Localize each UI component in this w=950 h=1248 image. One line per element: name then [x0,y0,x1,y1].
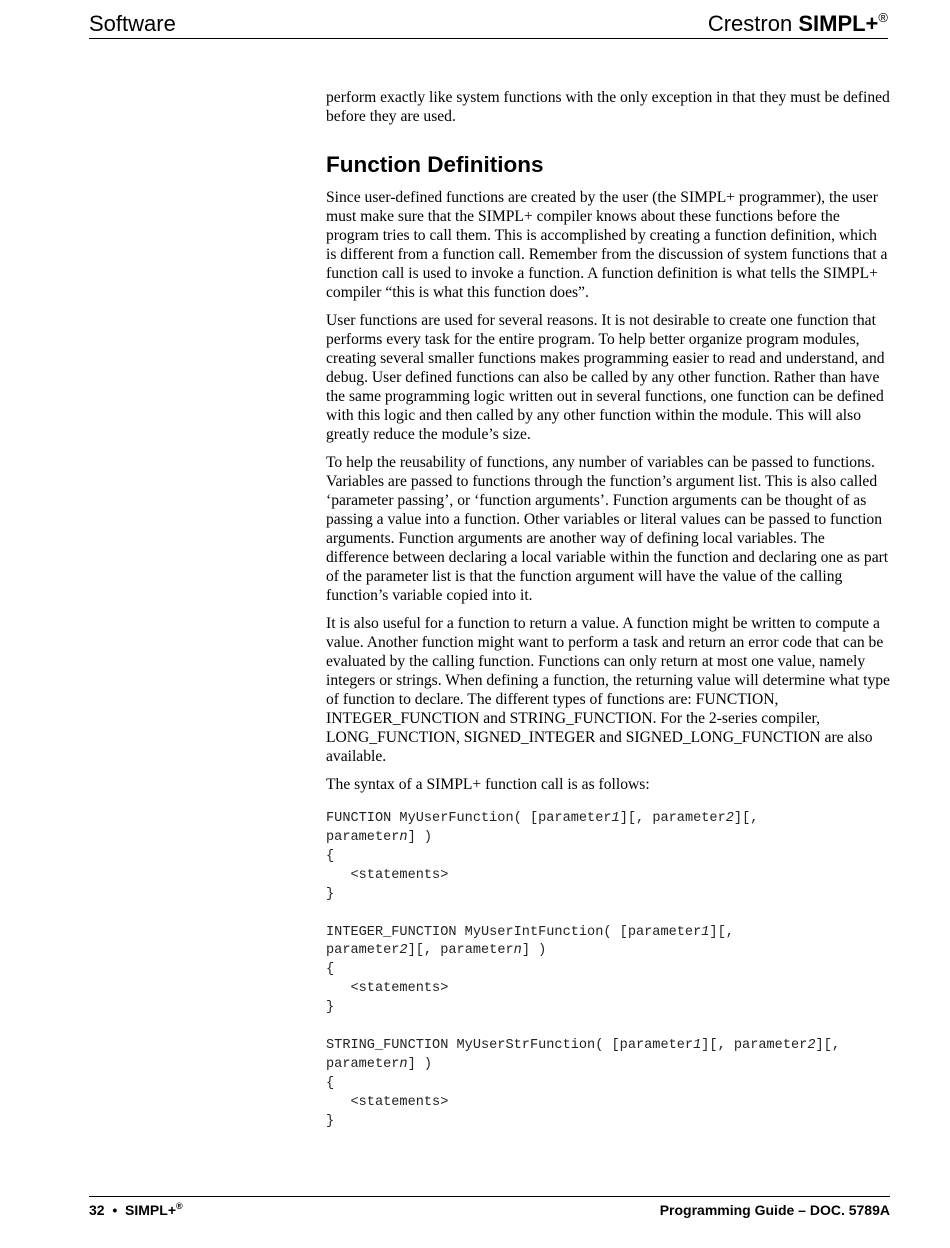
footer-page-label [89,1201,183,1218]
page-number: 32 [89,1202,105,1218]
code-line: <statements> [326,1094,449,1110]
paragraph-4: It is also useful for a function to return a value. A function might be written to compute a value. Another function might want to perform a task and return an error code that can be evaluated by the calling function. Functions can only return at most one value, namely integers or strings. When defining a function, the returning value will determine what type of function to declare. The different types of functions are: FUNCTION, INTEGER_FUNCTION and STRING_FUNCTION. For the 2-series compiler, LONG_FUNCTION, SIGNED_INTEGER and SIGNED_LONG_FUNCTION are also available. [326,615,890,765]
intro-paragraph: perform exactly like system functions with the only exception in that they must be defined before they are used. [326,89,890,125]
header-brand-name: SIMPL+ [798,11,879,36]
paragraph-2: User functions are used for several reasons. It is not desirable to create one function that performs every task for the entire program. To help better organize program modules, creating several smaller functions makes programming easier to read and understand, and debug. User defined functions can also be called by any other function. Rather than have the same programming logic written out in several functions, one function can be defined with this logic and then called by any other function within the module. This will also greatly reduce the module’s size. [326,312,885,443]
code-line: <statements> [326,867,449,883]
code-block-integer-function [326,924,890,1019]
main-content [326,88,890,1132]
footer-product: SIMPL+ [125,1202,177,1218]
code-block-string-function [326,1037,890,1132]
code-line: parametern] ) [326,1056,433,1072]
paragraph-1: Since user-defined functions are created by the user (the SIMPL+ programmer), the user must make sure that the SIMPL+ compiler knows about these functions before the program tries to call them. This is accomplished by creating a function definition, which is different from a function call. Remember from the discussion of system functions that a function call is used to invoke a function. A function definition is what tells the SIMPL+ compiler “this is what this function does”. [326,189,888,301]
code-line: { [326,962,335,978]
code-line: STRING_FUNCTION MyUserStrFunction( [parameter1][, parameter2][, [326,1038,840,1054]
page-footer [89,1196,890,1221]
code-line: parametern] ) [326,829,433,845]
code-block-function [326,810,890,905]
header-brand [708,10,888,37]
footer-registered-mark: ® [176,1201,183,1211]
code-line: { [326,848,335,864]
paragraph-5: The syntax of a SIMPL+ function call is as follows: [326,776,650,793]
code-line: <statements> [326,981,449,997]
page-header [89,10,888,39]
footer-doc-title: Programming Guide – DOC. 5789A [659,1202,890,1218]
header-registered-mark: ® [878,10,888,25]
code-line: } [326,886,335,902]
code-line: } [326,1113,335,1129]
code-line: parameter2][, parametern] ) [326,943,547,959]
code-line: INTEGER_FUNCTION MyUserIntFunction( [parameter1][, [326,924,734,940]
paragraph-3: To help the reusability of functions, any number of variables can be passed to functions. Variables are passed to functions through the function’s argument list. This is also called ‘parameter passing’, or ‘function arguments’. Function arguments can be thought of as passing a value into a function. Other variables or literal values can be passed to function arguments. Function arguments are another way of defining local variables. The difference between declaring a local variable within the function and declaring one as part of the parameter list is that the function argument will have the value of the calling function’s variable copied into it. [326,454,889,604]
footer-bullet: • [112,1202,118,1218]
header-section-title: Software [89,11,176,36]
code-line: FUNCTION MyUserFunction( [parameter1][, parameter2][, [326,811,759,826]
code-line: { [326,1075,335,1091]
section-heading: Function Definitions [326,152,544,177]
header-brand-prefix: Crestron [707,11,799,36]
code-line: } [326,1000,335,1016]
